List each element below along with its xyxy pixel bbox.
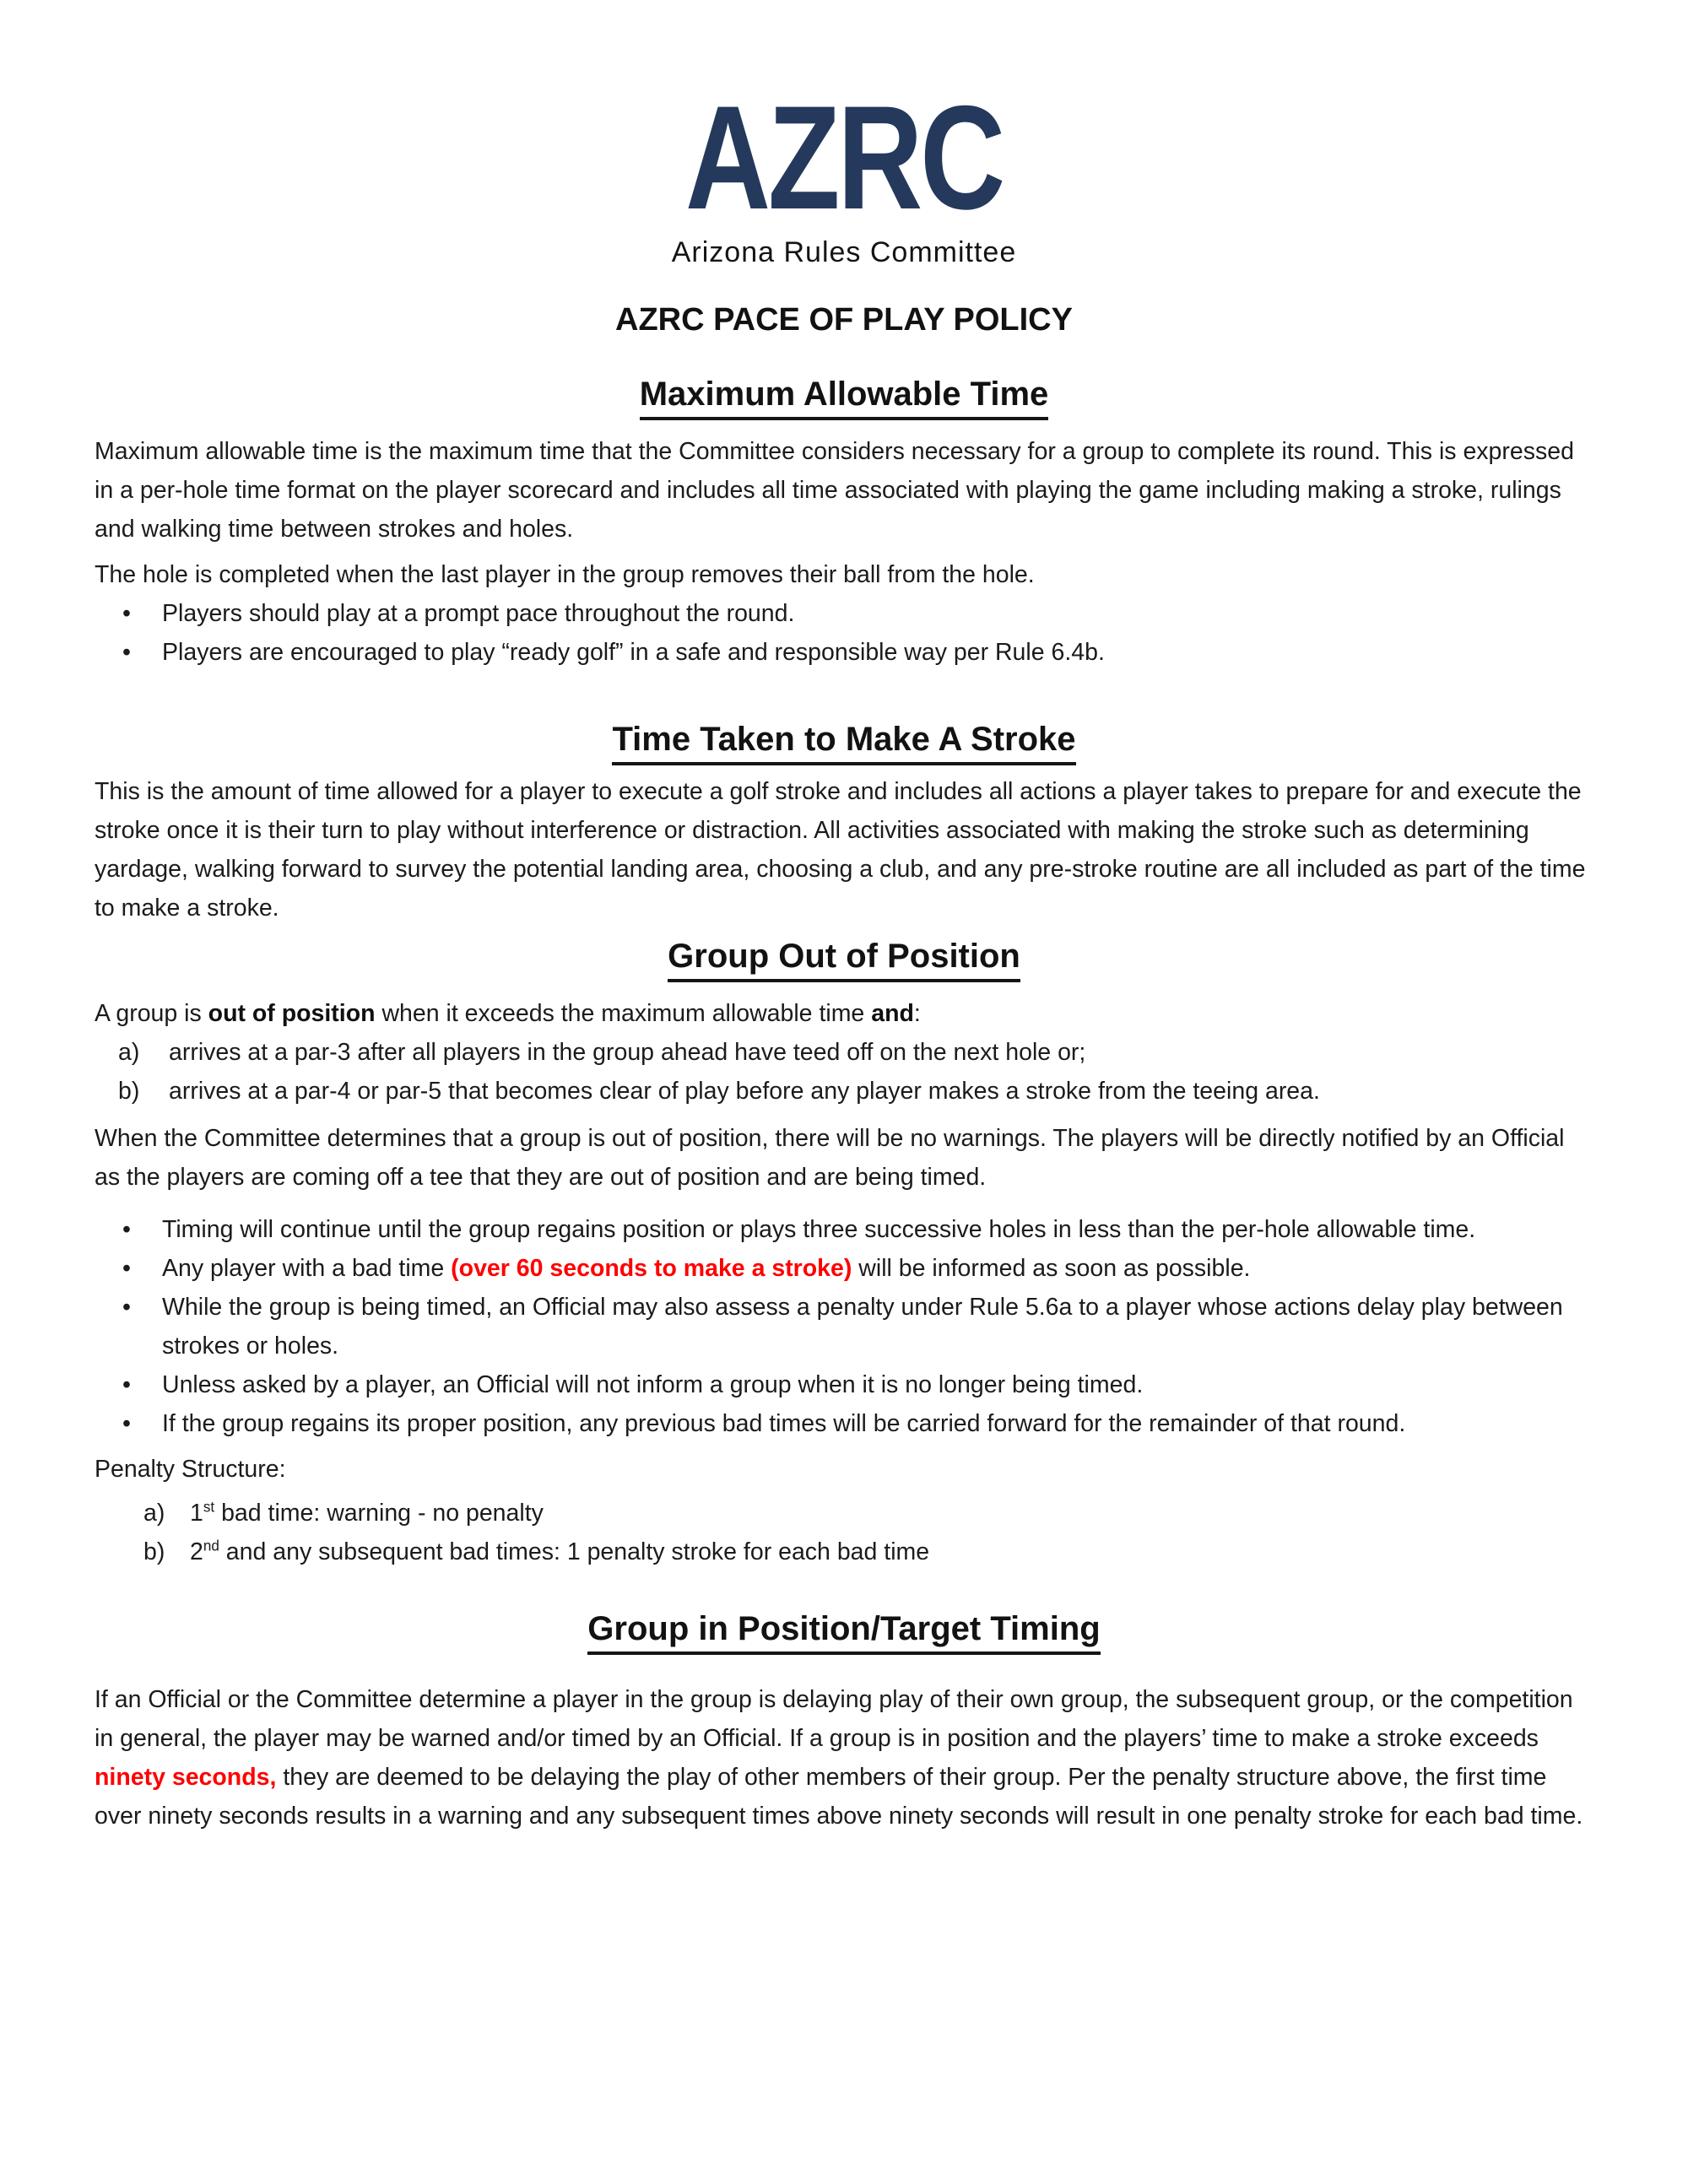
bullet-item [95,1249,1593,1288]
heading-group-out-of-position [95,936,1593,982]
lettered-item-b [95,1072,1593,1111]
penalty-ordinal: 1 [190,1500,203,1527]
bullet-item [95,1288,1593,1365]
penalty-ordinal: 2 [190,1538,203,1565]
paragraph-in-position [95,1680,1593,1835]
bullet-icon: • [122,1255,131,1282]
bullet-icon: • [122,1216,131,1243]
bullet-icon: • [122,639,131,666]
lettered-text: arrives at a par-4 or par-5 that becomes clear of play before any player makes a stroke from the teeing area. [169,1078,1320,1105]
bullet-text: Players are encouraged to play “ready golf” in a safe and responsible way per Rule 6.4b. [162,639,1105,666]
bullet-item [95,633,1593,672]
lettered-item-a [95,1033,1593,1072]
ninety-seconds-highlight: ninety seconds, [95,1764,277,1791]
document-title: AZRC PACE OF PLAY POLICY [615,302,1073,338]
paragraph-no-warnings: When the Committee determines that a group is out of position, there will be no warnings. The players will be directly notified by an Official as the players are coming off a tee that they are out of position and are being timed. [95,1125,1565,1191]
penalty-list [95,1494,1593,1571]
section-group-out-of-position [95,936,1593,1571]
bullet-text: Players should play at a prompt pace throughout the round. [162,600,795,627]
bullet-icon: • [122,1371,131,1398]
ordinal-suffix: nd [203,1538,219,1554]
bullet-icon: • [122,600,131,627]
section-group-in-position [95,1608,1593,1835]
heading-text: Time Taken to Make A Stroke [612,719,1075,765]
heading-text: Group in Position/Target Timing [587,1608,1100,1655]
paragraph-stroke-time-definition: This is the amount of time allowed for a player to execute a golf stroke and includes all actions a player takes to prepare for and execute the stroke once it is their turn to play without interference or distraction. All activities associated with making the stroke such as determining yardage, walking forward to survey the potential landing area, choosing a club, and any pre-stroke routine are all included as part of the time to make a stroke. [95,778,1586,922]
bullet-text: Unless asked by a player, an Official will not inform a group when it is no longer being timed. [162,1371,1144,1398]
bullet-item [95,1210,1593,1249]
in-position-text: If an Official or the Committee determine a player in the group is delaying play of their own group, the subsequent group, or the competition in general, the player may be warned and/or timed by an Official. If a group is in position and the players’ time to make a stroke exceeds [95,1686,1573,1752]
heading-maximum-allowable-time [95,374,1593,420]
logo [95,0,1593,268]
intro-bold-and: and [871,1000,914,1027]
paragraph-hole-completed: The hole is completed when the last player in the group removes their ball from the hole. [95,561,1035,588]
paragraph-penalty-structure-label: Penalty Structure: [95,1456,286,1483]
section-time-to-make-stroke [95,719,1593,927]
bullet-text: If the group regains its proper position, any previous bad times will be carried forward for the remainder of that round. [162,1410,1406,1437]
list-marker: b) [143,1538,165,1565]
list-marker: b) [118,1078,140,1105]
intro-bold-out-of-position: out of position [208,1000,376,1027]
bullet-icon: • [122,1410,131,1437]
bullet-list-timing [95,1210,1593,1443]
section-maximum-allowable-time [95,374,1593,672]
heading-group-in-position [95,1608,1593,1655]
bullet-item [95,1404,1593,1443]
penalty-text: bad time: warning - no penalty [214,1500,544,1527]
penalty-text: and any subsequent bad times: 1 penalty stroke for each bad time [219,1538,930,1565]
list-marker: a) [118,1039,140,1066]
bad-time-highlight: (over 60 seconds to make a stroke) [451,1255,852,1282]
penalty-item-b [95,1533,1593,1571]
bullet-item [95,594,1593,633]
list-marker: a) [143,1500,165,1527]
paragraph-out-of-position-intro [95,994,1593,1033]
bullet-item [95,1365,1593,1404]
heading-text: Group Out of Position [668,936,1020,982]
paragraph-max-time-definition: Maximum allowable time is the maximum time that the Committee considers necessary for a group to complete its round. This is expressed in a per-hole time format on the player scorecard and includes all time associated with playing the game including making a stroke, rulings and walking time between strokes and holes. [95,438,1574,543]
heading-text: Maximum Allowable Time [640,374,1049,420]
logo-subtitle: Arizona Rules Committee [671,236,1017,268]
penalty-item-a [95,1494,1593,1533]
in-position-text: they are deemed to be delaying the play of other members of their group. Per the penalty structure above, the first time over ninety seconds results in a warning and any subsequent times above ninety seconds will result in one penalty stroke for each bad time. [95,1764,1583,1830]
bullet-text: Any player with a bad time [162,1255,452,1282]
intro-text: A group is [95,1000,208,1027]
bullet-text: While the group is being timed, an Official may also assess a penalty under Rule 5.6a to a player whose actions delay play between strokes or holes. [162,1294,1563,1360]
bullet-text: Timing will continue until the group regains position or plays three successive holes in less than the per-hole allowable time. [162,1216,1476,1243]
intro-text: when it exceeds the maximum allowable time [375,1000,872,1027]
bullet-text: will be informed as soon as possible. [852,1255,1251,1282]
bullet-icon: • [122,1294,131,1321]
heading-time-to-make-stroke [95,719,1593,765]
lettered-text: arrives at a par-3 after all players in the group ahead have teed off on the next hole or; [169,1039,1086,1066]
intro-text: : [913,1000,921,1027]
ordinal-suffix: st [203,1499,215,1516]
bullet-list-max-time [95,594,1593,672]
lettered-list-out-of-position [95,1033,1593,1111]
logo-acronym: AZRC [684,76,1004,241]
